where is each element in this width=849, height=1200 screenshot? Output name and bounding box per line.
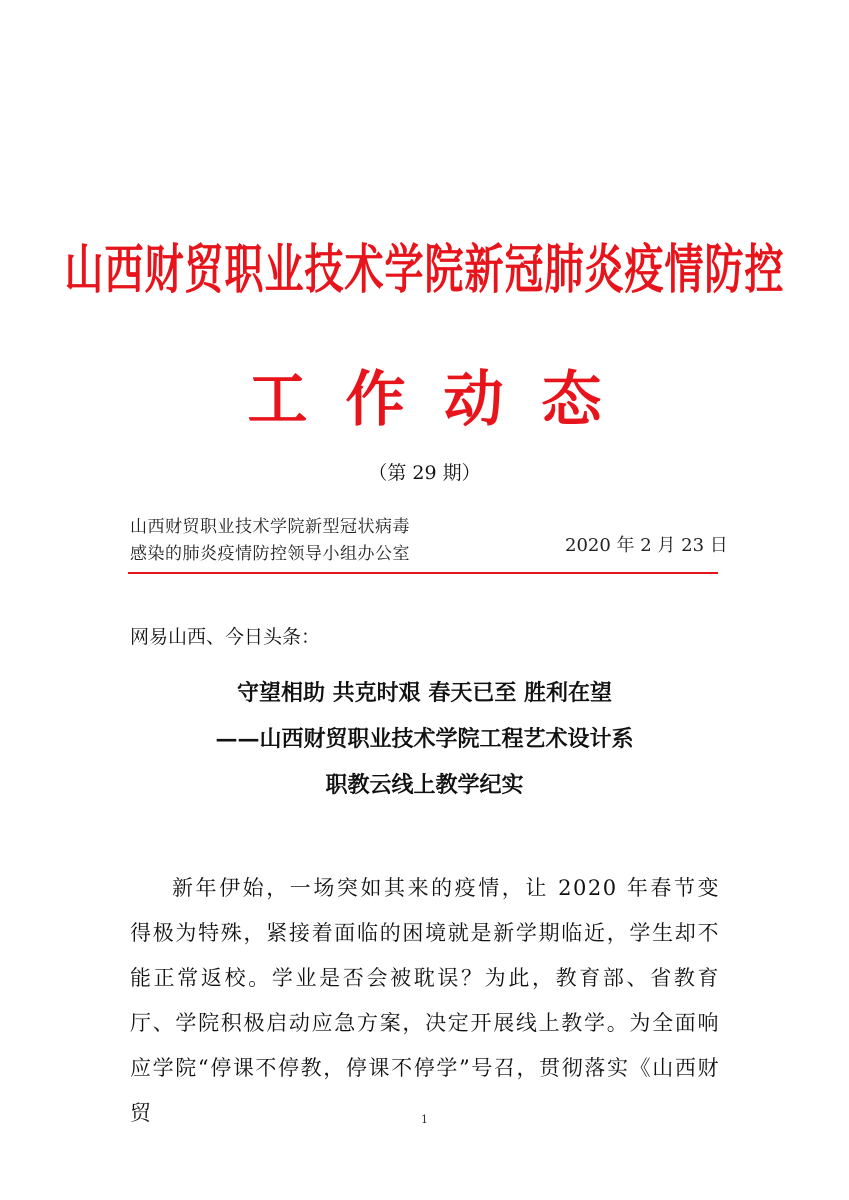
headline-line-2: ——山西财贸职业技术学院工程艺术设计系 [215,726,634,752]
issuer-block [130,514,410,568]
issue-date: 2020 年 2 月 23 日 [565,535,728,556]
article-body-paragraph: 新年伊始，一场突如其来的疫情，让 2020 年春节变得极为特殊，紧接着面临的困境就是新学期临近，学生却不能正常返校。学业是否会被耽误？为此，教育部、省教育厅、学院积极启动应急方案，决定开展线上教学。为全面响应学院“停课不停教，停课不停学”号召，贯彻落实《山西财贸 [130,876,720,1125]
issue-number: （第 29 期） [368,462,481,484]
issuer-line-2: 感染的肺炎疫情防控领导小组办公室 [130,544,410,564]
article-source: 网易山西、今日头条： [130,626,321,648]
issuer-line-1: 山西财贸职业技术学院新型冠状病毒 [130,517,410,537]
red-divider [128,572,718,574]
page-number: 1 [421,1113,428,1126]
headline-line-1: 守望相助 共克时艰 春天已至 胜利在望 [237,680,612,706]
headline-line-3: 职教云线上教学纪实 [325,772,524,798]
masthead-org-title: 山西财贸职业技术学院新冠肺炎疫情防控 [64,238,785,301]
masthead-bulletin-title: 工作动态 [247,365,640,435]
